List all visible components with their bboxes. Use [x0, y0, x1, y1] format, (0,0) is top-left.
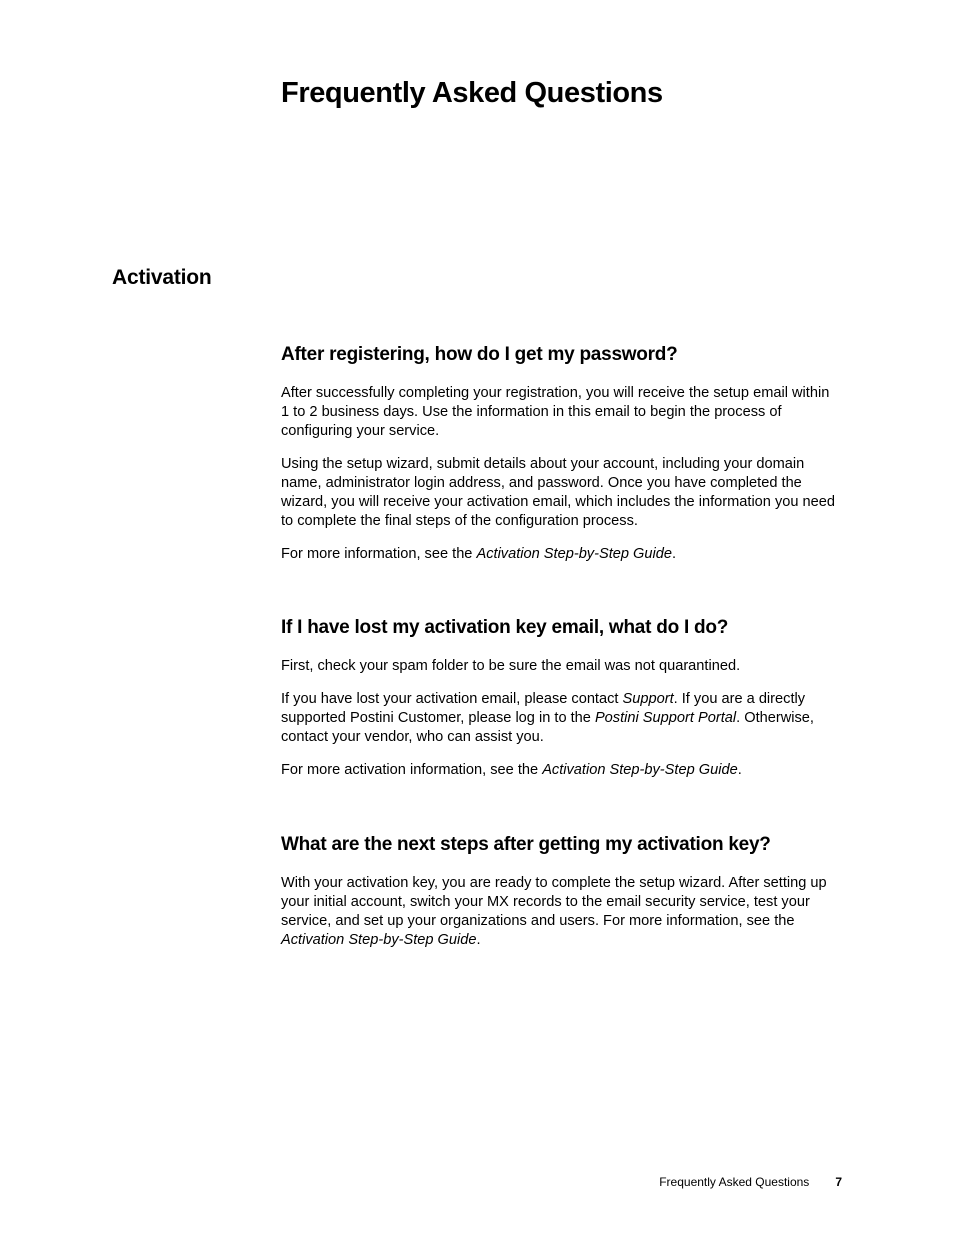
page-footer: [600, 1174, 842, 1190]
faq-answer-paragraph: [281, 690, 841, 747]
answer-text: For more information, see the: [281, 546, 477, 562]
answer-text: If you have lost your activation email, please contact: [281, 691, 623, 707]
faq-answer-paragraph: [281, 657, 841, 676]
faq-question: If I have lost my activation key email, what do I do?: [281, 617, 729, 638]
answer-text: For more activation information, see the: [281, 762, 543, 778]
document-reference: Activation Step-by-Step Guide: [281, 932, 477, 948]
page-title: Frequently Asked Questions: [281, 77, 663, 109]
footer-title: Frequently Asked Questions: [659, 1175, 810, 1189]
document-reference: Support: [622, 691, 674, 707]
answer-text: . If you are a directly supported Postini Customer, please log in to the: [281, 691, 806, 726]
page-number: 7: [835, 1175, 842, 1189]
faq-answer-paragraph: [281, 455, 841, 531]
faq-answer: [281, 657, 841, 780]
answer-text: . Otherwise, contact your vendor, who can assist you.: [281, 710, 814, 745]
answer-text: .: [671, 546, 677, 562]
answer-text: Using the setup wizard, submit details about your account, including your domain name, administrator login address, and password. Once you have completed the wizard, you will receive your activation email, which includes the information you need to complete the final steps of the configuration process.: [281, 456, 836, 529]
answer-text: .: [737, 762, 742, 778]
faq-answer-paragraph: [281, 384, 841, 441]
answer-text: First, check your spam folder to be sure the email was not quarantined.: [281, 658, 741, 674]
faq-question: After registering, how do I get my password?: [281, 344, 678, 365]
faq-answer-paragraph: [281, 874, 841, 950]
faq-answer-paragraph: [281, 761, 841, 780]
faq-item-lost-key: [281, 615, 841, 794]
faq-question: What are the next steps after getting my activation key?: [281, 834, 771, 855]
document-reference: Postini Support Portal: [594, 710, 737, 726]
faq-answer-paragraph: [281, 545, 841, 564]
faq-answer: [281, 874, 841, 950]
answer-text: With your activation key, you are ready to complete the setup wizard. After setting up your initial account, switch your MX records to the email security service, test your service, and set up your organizations and users. For more information, see the: [281, 875, 827, 929]
document-reference: Activation Step-by-Step Guide: [542, 762, 738, 778]
faq-item-password: [281, 342, 841, 578]
answer-text: After successfully completing your registration, you will receive the setup email within 1 to 2 business days. Use the information in this email to begin the process of configuring your service.: [281, 385, 830, 439]
faq-answer: [281, 384, 841, 564]
answer-text: .: [476, 932, 481, 948]
section-heading-activation: Activation: [112, 266, 212, 289]
document-reference: Activation Step-by-Step Guide: [476, 546, 672, 562]
faq-item-next-steps: [281, 832, 841, 964]
